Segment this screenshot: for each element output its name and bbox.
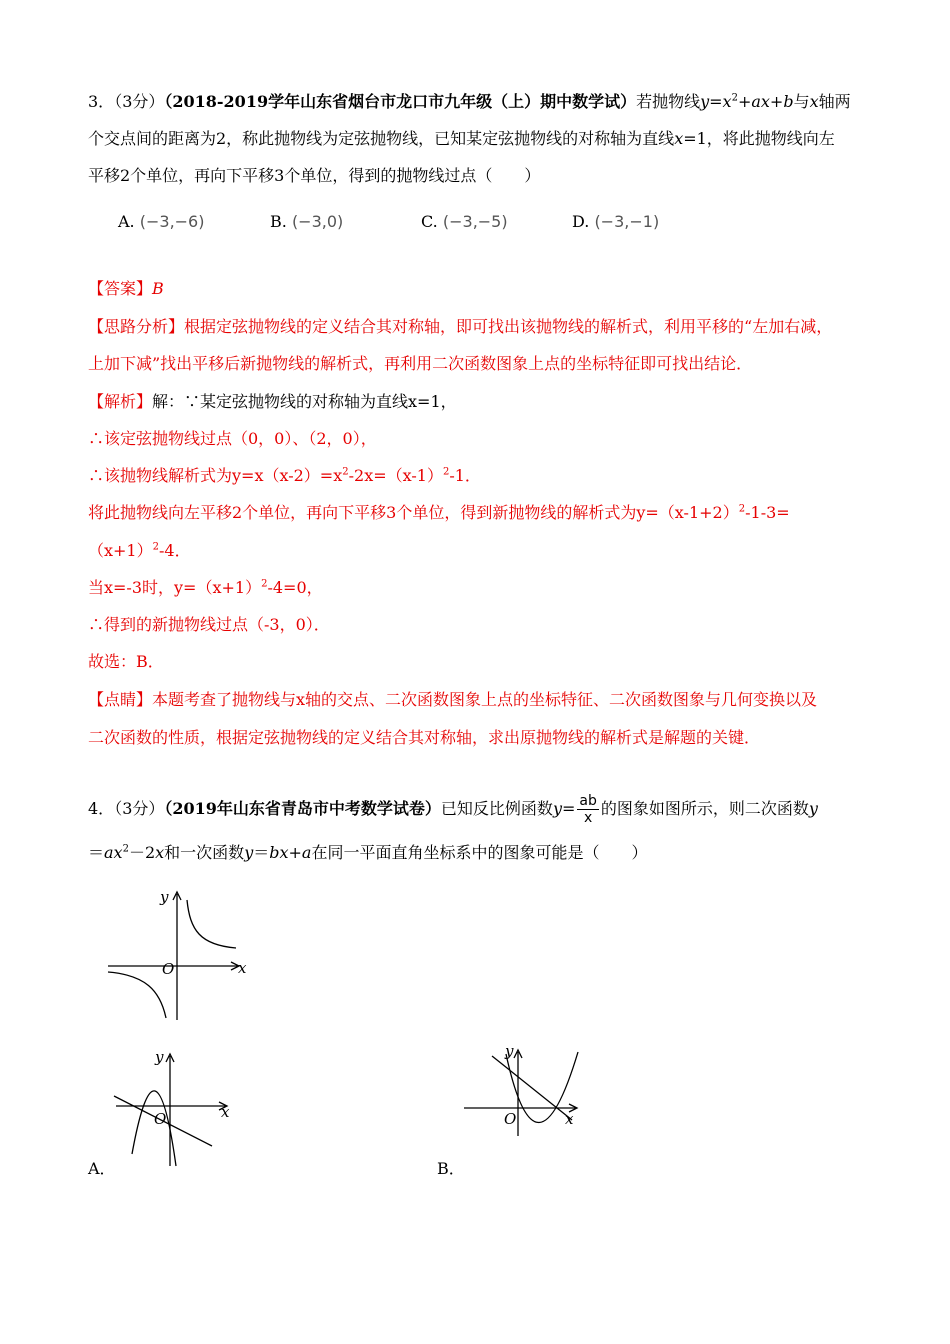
q3-solution-1 [88, 392, 457, 412]
q4-eq-eq: = [561, 799, 576, 818]
q3-option-d[interactable] [572, 212, 659, 231]
choice-a-graph[interactable] [108, 1042, 238, 1172]
x-label: x [238, 959, 247, 977]
q4-stem-b: 的图象如图所示，则二次函数 [600, 799, 809, 818]
hyperbola-branch-left [108, 972, 166, 1018]
sol3b: -2x=（x-1） [348, 466, 443, 485]
q3-eq-y: y=x [700, 92, 732, 111]
comment-text-1: 本题考查了抛物线与x轴的交点、二次函数图象上点的坐标特征、二次函数图象与几何变换以及 [152, 690, 818, 709]
q3-line2-text: 个交点间的距离为2，称此抛物线为定弦抛物线，已知某定弦抛物线的对称轴为直线 [88, 129, 675, 148]
q3-stem-a: 若抛物线 [636, 92, 701, 111]
q3-option-c[interactable] [421, 212, 508, 231]
q4-number: 4． [88, 799, 115, 818]
var-x: x [155, 843, 165, 862]
q3-solution-8: 故选：B． [88, 652, 164, 671]
answer-value: B [152, 279, 164, 298]
q3-solution-6 [88, 578, 323, 598]
var-a: a [301, 843, 312, 862]
sup: 2 [261, 578, 268, 590]
sol6b: -4=0， [267, 578, 323, 597]
q3-solution-3 [88, 466, 481, 486]
q3-sup: 2 [731, 92, 738, 104]
q3-solution-4 [88, 503, 790, 523]
q3-option-b[interactable] [270, 212, 343, 231]
sol5b: -4． [159, 541, 191, 560]
sol6a: 当x=-3时，y=（x+1） [88, 578, 262, 597]
choice-a-label[interactable]: A． [88, 1159, 116, 1178]
minus-two: －2 [128, 843, 156, 862]
q3-line-1 [88, 92, 851, 112]
sol5a: （x+1） [88, 541, 153, 560]
option-value: (−3,−1) [594, 212, 660, 231]
q3-comment-1 [88, 690, 817, 710]
q3-solution-2: ∴该定弦抛物线过点（0，0）、（2，0）， [88, 429, 377, 448]
sup: 2 [342, 466, 349, 478]
q3-line-2 [88, 129, 835, 149]
hyperbola-graph [100, 880, 260, 1025]
sup: 2 [442, 466, 450, 478]
sup: 2 [152, 541, 159, 553]
sup: 2 [122, 843, 129, 855]
q4-stem-a: 已知反比例函数 [440, 799, 553, 818]
q4-source: （2019年山东省青岛市中考数学试卷） [164, 799, 441, 818]
text-linear: 和一次函数 [164, 843, 245, 862]
q3-line2-tail: =1，将此抛物线向左 [683, 129, 835, 148]
q3-option-a[interactable] [118, 212, 204, 231]
q3-x-var: x [809, 92, 819, 111]
comment-label: 【点睛】 [88, 690, 153, 709]
q4-stem-y: y [808, 799, 818, 818]
y-label: y [160, 888, 169, 906]
q3-comment-2: 二次函数的性质，根据定弦抛物线的定义结合其对称轴，求出原抛物线的解析式是解题的关键． [88, 728, 761, 747]
var-ax: ax [104, 843, 123, 862]
option-value: (−3,0) [291, 212, 344, 231]
x-label: x [565, 1110, 574, 1128]
q4-line-2 [88, 843, 647, 863]
q3-source: （2018-2019学年山东省烟台市龙口市九年级（上）期中数学试） [164, 92, 637, 111]
var-bx: bx [269, 843, 289, 862]
q3-solution-7: ∴得到的新抛物线过点（-3，0）． [88, 615, 330, 634]
fraction-denominator: x [583, 810, 593, 826]
q3-line2-eq: x [674, 129, 684, 148]
q3-eq-rest: +ax+b [737, 92, 794, 111]
y-label: y [505, 1042, 514, 1060]
solution-text-1: 解：∵某定弦抛物线的对称轴为直线x=1， [152, 392, 457, 411]
plus: + [288, 843, 302, 862]
origin-label: O [162, 960, 175, 978]
q4-fraction [577, 793, 598, 826]
analysis-label: 【思路分析】 [88, 317, 185, 336]
q3-solution-5 [88, 541, 191, 561]
q3-number: 3． [88, 92, 115, 111]
q3-analysis-2: 上加下减”找出平移后新抛物线的解析式，再利用二次函数图象上点的坐标特征即可找出结论． [88, 354, 753, 373]
option-value: (−3,−5) [442, 212, 508, 231]
analysis-text-1: 根据定弦抛物线的定义结合其对称轴，即可找出该抛物线的解析式，利用平移的“左加右减， [184, 317, 833, 336]
solution-label: 【解析】 [88, 392, 153, 411]
origin-label: O [154, 1110, 167, 1128]
eq-sign: ＝ [253, 843, 270, 862]
eq-sign: ＝ [88, 843, 105, 862]
answer-label: 【答案】 [88, 279, 153, 298]
sol4a: 将此抛物线向左平移2个单位，再向下平移3个单位，得到新抛物线的解析式为y=（x-1+2） [88, 503, 739, 522]
option-letter: C. [421, 212, 438, 231]
q3-line-3: 平移2个单位，再向下平移3个单位，得到的抛物线过点（ ） [88, 166, 541, 185]
option-letter: B. [270, 212, 287, 231]
q3-answer [88, 279, 164, 299]
q3-stem-c: 轴两 [818, 92, 851, 111]
sol3a: ∴该抛物线解析式为y=x（x-2）=x [88, 466, 343, 485]
choice-b-label[interactable]: B． [437, 1159, 465, 1178]
x-label: x [221, 1103, 230, 1121]
choice-b-graph[interactable] [460, 1042, 590, 1142]
q3-score: （3分） [114, 92, 165, 111]
option-letter: D. [572, 212, 590, 231]
q4-score: （3分） [114, 799, 165, 818]
q3-analysis-1 [88, 317, 832, 337]
y-label: y [155, 1048, 164, 1066]
option-letter: A. [118, 212, 135, 231]
sol3c: -1． [449, 466, 481, 485]
sol4b: -1-3= [745, 503, 790, 522]
text-tail: 在同一平面直角坐标系中的图象可能是（ ） [311, 843, 648, 862]
option-value: (−3,−6) [139, 212, 205, 231]
q4-eq-y: y [552, 799, 562, 818]
q3-stem-b: 与 [793, 92, 810, 111]
origin-label: O [504, 1110, 517, 1128]
var-y: y [244, 843, 254, 862]
hyperbola-branch-right [187, 900, 236, 948]
fraction-numerator: ab [579, 793, 597, 809]
sup: 2 [738, 503, 746, 515]
q4-line-1 [88, 793, 818, 826]
